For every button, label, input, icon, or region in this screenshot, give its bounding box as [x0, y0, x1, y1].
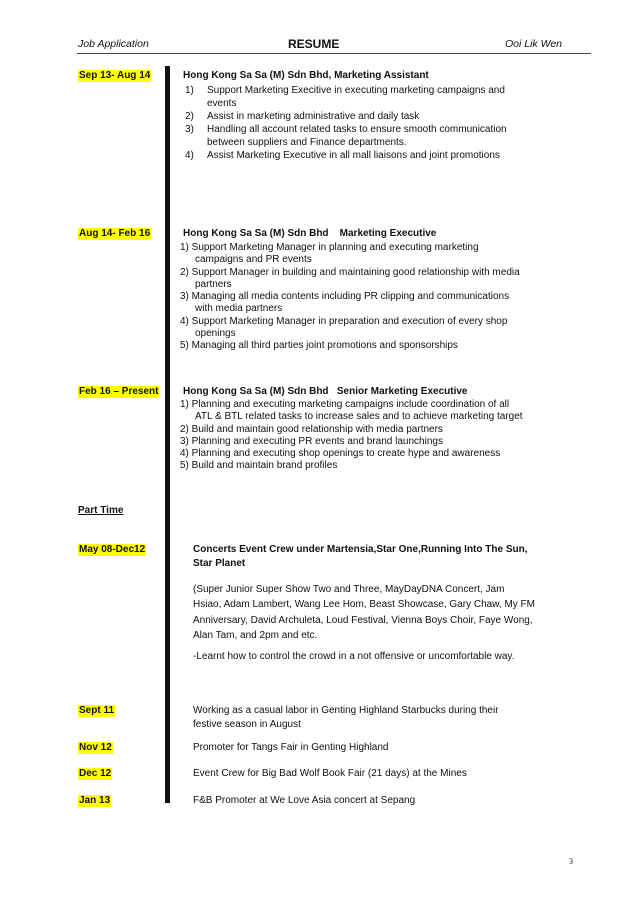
job-2-title: Hong Kong Sa Sa (M) Sdn Bhd Marketing Executive: [183, 228, 437, 239]
job-2-list: [180, 242, 520, 353]
pt-4-text: Event Crew for Big Bad Wolf Book Fair (21 days) at the Mines: [193, 768, 467, 779]
timeline-bar: [165, 66, 170, 803]
pt-1-body: (Super Junior Super Show Two and Three, MayDayDNA Concert, Jam Hsiao, Adam Lambert, Wang Lee Hom, Beast Showcase, Gary Chaw, My FM Anniversary, David Archuleta, Loud Festival, Vienna Boys Choir, Faye Wong, Alan Tam, and 2pm and etc.: [193, 584, 535, 641]
header-title: RESUME: [288, 37, 340, 51]
header-right: Ooi Lik Wen: [505, 38, 562, 50]
list-item: 5) Managing all third parties joint promotions and sponsorships: [180, 340, 458, 352]
job-1-list: [185, 84, 585, 162]
job-3-date: Feb 16 – Present: [79, 386, 159, 397]
list-item: 2) Support Manager in building and maintaining good relationship with media: [180, 266, 520, 278]
pt-3-text: Promoter for Tangs Fair in Genting Highland: [193, 742, 389, 753]
list-item: openings: [195, 328, 236, 340]
pt-5-date: Jan 13: [79, 795, 111, 806]
list-item: 2) Assist in marketing administrative and daily task: [185, 111, 420, 122]
pt-5-text: F&B Promoter at We Love Asia concert at Sepang: [193, 795, 416, 806]
list-item: 5) Build and maintain brand profiles: [180, 460, 338, 472]
pt-4-date: Dec 12: [79, 768, 112, 779]
list-item: ATL & BTL related tasks to increase sales and to achieve marketing target: [195, 411, 523, 423]
job-1-date: Sep 13- Aug 14: [79, 70, 151, 81]
list-item: partners: [195, 278, 232, 290]
job-1-title: Hong Kong Sa Sa (M) Sdn Bhd, Marketing Assistant: [183, 70, 429, 81]
pt-1-note: -Learnt how to control the crowd in a not offensive or uncomfortable way.: [193, 651, 515, 662]
job-2-date: Aug 14- Feb 16: [79, 228, 151, 239]
pt-1-date: May 08-Dec12: [79, 544, 146, 555]
list-item: 3) Handling all account related tasks to ensure smooth communication between suppliers and Finance departments.: [185, 124, 507, 148]
list-item: 1) Planning and executing marketing campaigns include coordination of all: [180, 399, 510, 410]
list-item: 2) Build and maintain good relationship with media partners: [180, 423, 443, 435]
header-rule: [77, 53, 591, 54]
list-item: 4) Assist Marketing Executive in all mall liaisons and joint promotions: [185, 150, 500, 161]
job-3-list: [180, 399, 523, 473]
list-item: 1) Support Marketing Execitive in executing marketing campaigns and events: [185, 85, 505, 109]
list-item: 4) Planning and executing shop openings to create hype and awareness: [180, 448, 501, 460]
pt-3-date: Nov 12: [79, 742, 112, 753]
list-item: campaigns and PR events: [195, 254, 312, 266]
list-item: with media partners: [195, 303, 283, 315]
pt-2-date: Sept 11: [79, 705, 115, 716]
list-item: 3) Planning and executing PR events and brand launchings: [180, 435, 443, 447]
pt-2-text: Working as a casual labor in Genting Highland Starbucks during their festive season in August: [193, 705, 499, 730]
job-3-title: Hong Kong Sa Sa (M) Sdn Bhd Senior Marketing Executive: [183, 386, 468, 397]
pt-1-title: Concerts Event Crew under Martensia,Star One,Running Into The Sun, Star Planet: [193, 544, 528, 569]
list-item: 4) Support Marketing Manager in preparation and execution of every shop: [180, 315, 508, 327]
list-item: 1) Support Marketing Manager in planning and executing marketing: [180, 242, 479, 253]
list-item: 3) Managing all media contents including PR clipping and communications: [180, 291, 510, 303]
page-number: 3: [569, 857, 573, 866]
part-time-heading: Part Time: [78, 505, 124, 516]
header-left: Job Application: [78, 38, 149, 50]
